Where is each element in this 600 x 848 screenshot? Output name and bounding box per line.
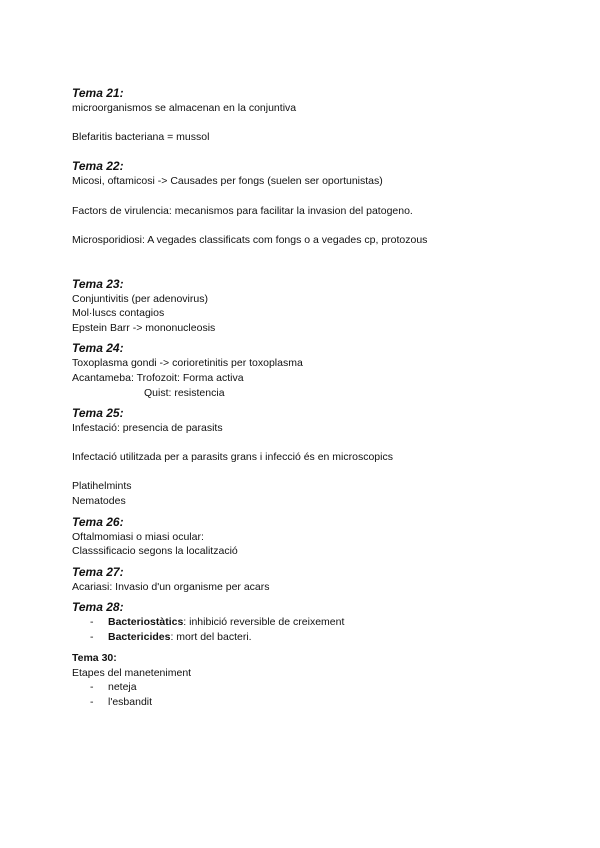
tema-24-line-1: Toxoplasma gondi -> corioretinitis per toxoplasma (72, 357, 303, 370)
tema-28-heading: Tema 28: (72, 600, 124, 615)
list-item (72, 695, 572, 710)
tema-22-line-1: Micosi, oftamicosi -> Causades per fongs (suelen ser oportunistas) (72, 175, 383, 188)
tema-23-line-3: Epstein Barr -> mononucleosis (72, 321, 216, 334)
term-description: : inhibició reversible de creixement (183, 616, 345, 629)
tema-25-line-3: Platihelmints (72, 480, 132, 493)
tema-21-line-1: microorganismos se almacenan en la conjuntiva (72, 102, 297, 114)
tema-30-list (72, 680, 572, 709)
tema-25-heading: Tema 25: (72, 406, 124, 421)
dash-bullet: - (90, 616, 94, 629)
tema-30-heading: Tema 30: (72, 651, 117, 664)
term-bacteriostatics: Bacteriostàtics (108, 616, 184, 629)
dash-bullet: - (90, 681, 94, 694)
list-item-text: neteja (108, 681, 137, 694)
tema-23-line-2: Mol·luscs contagios (72, 307, 165, 320)
tema-25-line-4: Nematodes (72, 495, 126, 508)
tema-27-line-1: Acariasi: Invasio d'un organisme per acars (72, 580, 270, 593)
list-item (72, 630, 572, 645)
tema-24-line-2: Acantameba: Trofozoit: Forma activa (72, 371, 244, 384)
dash-bullet: - (90, 695, 94, 708)
tema-23-line-1: Conjuntivitis (per adenovirus) (72, 292, 208, 305)
tema-21-line-2: Blefaritis bacteriana = mussol (72, 131, 210, 144)
tema-22-line-3: Microsporidiosi: A vegades classificats com fongs o a vegades cp, protozous (72, 233, 428, 246)
tema-21-heading: Tema 21: (72, 86, 124, 100)
tema-22-line-2: Factors de virulencia: mecanismos para facilitar la invasion del patogeno. (72, 204, 413, 217)
list-item-text: l'esbandit (108, 695, 153, 708)
tema-28-list (72, 615, 572, 644)
dash-bullet: - (90, 631, 94, 644)
tema-26-line-1: Oftalmomiasi o miasi ocular: (72, 530, 204, 543)
tema-25-line-1: Infestació: presencia de parasits (72, 422, 223, 435)
tema-22-heading: Tema 22: (72, 159, 124, 174)
tema-30-intro: Etapes del maneteniment (72, 666, 192, 679)
tema-25-line-2: Infectació utilitzada per a parasits grans i infecció és en microscopics (72, 451, 393, 464)
list-item (72, 680, 572, 695)
term-bactericides: Bactericides (108, 631, 171, 644)
tema-24-line-3: Quist: resistencia (144, 386, 225, 399)
document-body (72, 86, 572, 709)
tema-27-heading: Tema 27: (72, 564, 124, 579)
tema-23-heading: Tema 23: (72, 276, 124, 291)
tema-24-heading: Tema 24: (72, 341, 124, 356)
tema-26-heading: Tema 26: (72, 514, 124, 529)
term-description: : mort del bacteri. (170, 631, 252, 644)
list-item (72, 615, 572, 630)
tema-26-line-2: Classsificacio segons la localització (72, 545, 238, 558)
